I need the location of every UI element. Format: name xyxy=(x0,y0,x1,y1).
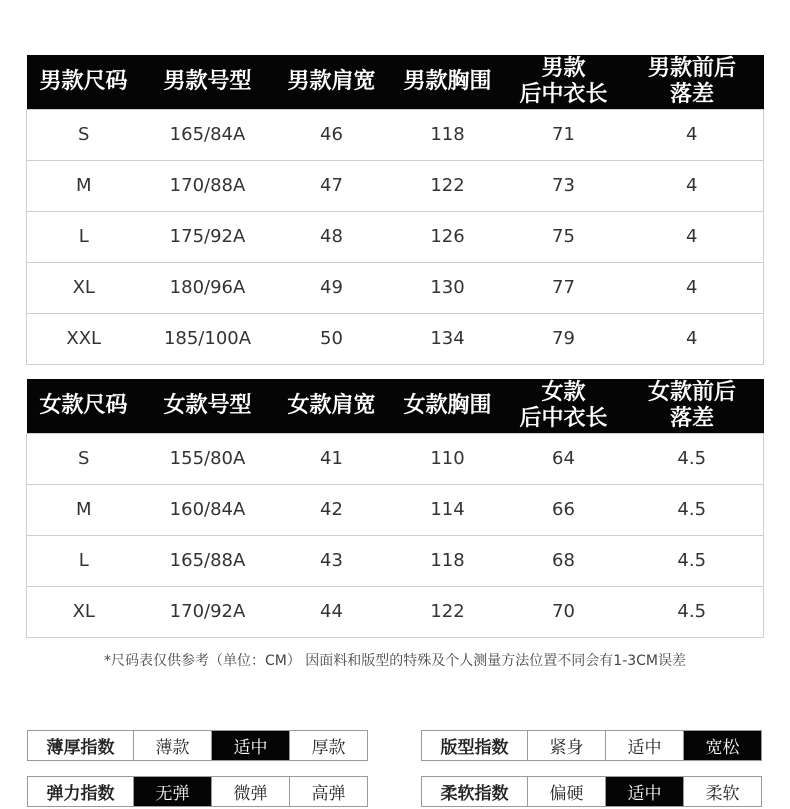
men-model-cell: 185/100A xyxy=(141,313,275,364)
index-option[interactable]: 厚款 xyxy=(289,731,367,760)
men-hem-diff-cell: 4 xyxy=(621,211,764,262)
table-row xyxy=(27,433,764,484)
men-header-length: 男款 后中衣长 xyxy=(507,55,621,109)
softness-index-row xyxy=(421,776,762,807)
men-size-cell: XL xyxy=(27,262,141,313)
women-header-hem-diff: 女款前后 落差 xyxy=(621,379,764,433)
men-header-chest: 男款胸围 xyxy=(389,55,507,109)
men-chest-cell: 122 xyxy=(389,160,507,211)
women-model-cell: 170/92A xyxy=(141,586,275,637)
women-hem-diff-cell: 4.5 xyxy=(621,586,764,637)
table-row xyxy=(27,313,764,364)
women-hem-diff-cell: 4.5 xyxy=(621,484,764,535)
men-length-cell: 79 xyxy=(507,313,621,364)
men-shoulder-cell: 50 xyxy=(275,313,389,364)
women-length-cell: 64 xyxy=(507,433,621,484)
men-model-cell: 175/92A xyxy=(141,211,275,262)
index-option[interactable]: 偏硬 xyxy=(527,777,605,806)
men-header-size: 男款尺码 xyxy=(27,55,141,109)
men-hem-diff-cell: 4 xyxy=(621,160,764,211)
index-label: 弹力指数 xyxy=(46,784,115,804)
women-shoulder-cell: 41 xyxy=(275,433,389,484)
women-length-cell: 66 xyxy=(507,484,621,535)
men-model-cell: 165/84A xyxy=(141,109,275,160)
women-size-cell: M xyxy=(27,484,141,535)
table-row xyxy=(27,586,764,637)
men-model-cell: 180/96A xyxy=(141,262,275,313)
men-hem-diff-cell: 4 xyxy=(621,109,764,160)
women-hem-diff-cell: 4.5 xyxy=(621,535,764,586)
women-shoulder-cell: 44 xyxy=(275,586,389,637)
women-hem-diff-cell: 4.5 xyxy=(621,433,764,484)
fit-index-row xyxy=(421,730,762,761)
index-label: 版型指数 xyxy=(440,738,509,758)
men-header-row xyxy=(27,55,764,109)
men-length-cell: 73 xyxy=(507,160,621,211)
index-option[interactable]: 适中 xyxy=(605,731,683,760)
women-chest-cell: 122 xyxy=(389,586,507,637)
table-row xyxy=(27,109,764,160)
table-row xyxy=(27,535,764,586)
men-chest-cell: 134 xyxy=(389,313,507,364)
men-size-table xyxy=(26,55,764,365)
index-option[interactable]: 柔软 xyxy=(683,777,761,806)
index-option[interactable]: 紧身 xyxy=(527,731,605,760)
men-size-cell: S xyxy=(27,109,141,160)
men-size-cell: L xyxy=(27,211,141,262)
index-option[interactable]: 适中 xyxy=(605,777,683,806)
men-length-cell: 71 xyxy=(507,109,621,160)
women-header-model: 女款号型 xyxy=(141,379,275,433)
men-model-cell: 170/88A xyxy=(141,160,275,211)
women-model-cell: 155/80A xyxy=(141,433,275,484)
men-shoulder-cell: 47 xyxy=(275,160,389,211)
men-size-cell: M xyxy=(27,160,141,211)
index-option[interactable]: 适中 xyxy=(211,731,289,760)
index-label: 薄厚指数 xyxy=(46,738,115,758)
women-header-row xyxy=(27,379,764,433)
elasticity-index-row xyxy=(27,776,368,807)
index-option[interactable]: 宽松 xyxy=(683,731,761,760)
men-header-model: 男款号型 xyxy=(141,55,275,109)
men-hem-diff-cell: 4 xyxy=(621,262,764,313)
men-shoulder-cell: 48 xyxy=(275,211,389,262)
women-size-cell: L xyxy=(27,535,141,586)
women-length-cell: 70 xyxy=(507,586,621,637)
size-disclaimer-note: *尺码表仅供参考（单位：CM） 因面料和版型的特殊及个人测量方法位置不同会有1-3CM误差 xyxy=(103,653,687,669)
men-shoulder-cell: 49 xyxy=(275,262,389,313)
men-chest-cell: 130 xyxy=(389,262,507,313)
women-header-shoulder: 女款肩宽 xyxy=(275,379,389,433)
men-shoulder-cell: 46 xyxy=(275,109,389,160)
women-model-cell: 160/84A xyxy=(141,484,275,535)
index-label: 柔软指数 xyxy=(440,784,509,804)
women-header-length: 女款 后中衣长 xyxy=(507,379,621,433)
men-hem-diff-cell: 4 xyxy=(621,313,764,364)
index-option[interactable]: 无弹 xyxy=(133,777,211,806)
men-chest-cell: 126 xyxy=(389,211,507,262)
women-shoulder-cell: 43 xyxy=(275,535,389,586)
index-option[interactable]: 高弹 xyxy=(289,777,367,806)
men-chest-cell: 118 xyxy=(389,109,507,160)
men-header-shoulder: 男款肩宽 xyxy=(275,55,389,109)
table-row xyxy=(27,484,764,535)
women-chest-cell: 110 xyxy=(389,433,507,484)
men-length-cell: 77 xyxy=(507,262,621,313)
index-option[interactable]: 微弹 xyxy=(211,777,289,806)
index-option[interactable]: 薄款 xyxy=(133,731,211,760)
women-model-cell: 165/88A xyxy=(141,535,275,586)
table-row xyxy=(27,160,764,211)
women-shoulder-cell: 42 xyxy=(275,484,389,535)
table-row xyxy=(27,211,764,262)
table-row xyxy=(27,262,764,313)
men-length-cell: 75 xyxy=(507,211,621,262)
women-size-cell: XL xyxy=(27,586,141,637)
men-header-hem-diff: 男款前后 落差 xyxy=(621,55,764,109)
women-length-cell: 68 xyxy=(507,535,621,586)
women-header-size: 女款尺码 xyxy=(27,379,141,433)
women-chest-cell: 114 xyxy=(389,484,507,535)
women-size-table xyxy=(26,379,764,638)
men-size-cell: XXL xyxy=(27,313,141,364)
thickness-index-row xyxy=(27,730,368,761)
women-chest-cell: 118 xyxy=(389,535,507,586)
women-size-cell: S xyxy=(27,433,141,484)
women-header-chest: 女款胸围 xyxy=(389,379,507,433)
